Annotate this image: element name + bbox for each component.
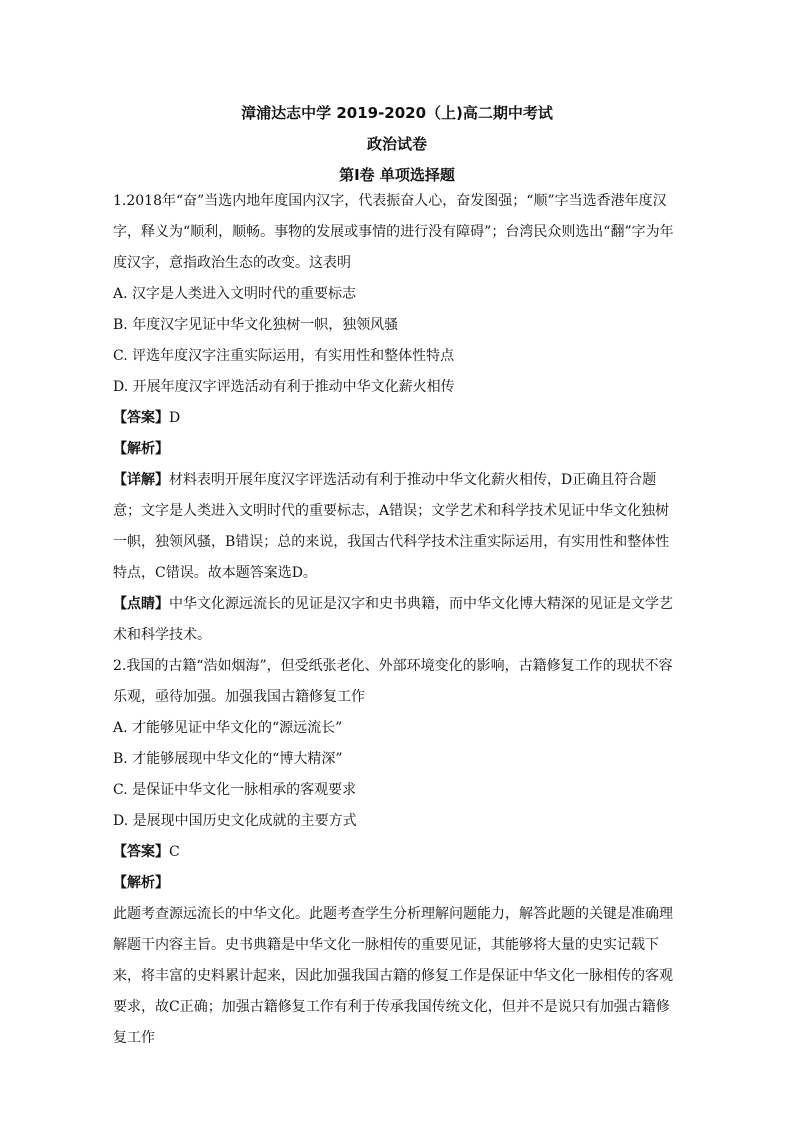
analysis-tag: 【解析】 [113, 875, 169, 891]
question-2-analysis: 此题考查源远流长的中华文化。此题考查学生分析理解问题能力，解答此题的关键是准确理解题干内容主旨。史书典籍是中华文化一脉相传的重要见证，其能够将大量的史实记载下来，将丰富的史料累计起来，因此加强我国古籍的修复工作是保证中华文化一脉相传的客观要求，故C正确；加强古籍修复工作有利于传承我国传统文化，但并不是说只有加强古籍修复工作 [113, 906, 673, 1046]
question-2-option-d: D. 是展现中国历史文化成就的主要方式 [113, 813, 357, 829]
question-1-answer [113, 403, 683, 434]
exam-title: 漳浦达志中学 2019-2020（上)高二期中考试 [241, 104, 553, 122]
question-2-option-a: A. 才能够见证中华文化的“源远流长” [113, 720, 343, 736]
answer-tag: 【答案】 [113, 410, 169, 426]
question-1-option-a: A. 汉字是人类进入文明时代的重要标志 [113, 286, 357, 302]
question-content [113, 186, 683, 1054]
tip-tag: 【点睛】 [113, 596, 169, 612]
question-2-option-c: C. 是保证中华文化一脉相承的客观要求 [113, 782, 357, 798]
question-2-option-b: B. 才能够展现中华文化的“博大精深” [113, 751, 343, 767]
detail-text: 材料表明开展年度汉字评选活动有利于推动中华文化薪火相传，D正确且符合题意；文字是人类进入文明时代的重要标志，A错误；文学艺术和科学技术见证中华文化独树一帜，独领风骚，B错误；总的来说，我国古代科学技术注重实际运用，有实用性和整体性特点，C错误。故本题答案选D。 [113, 472, 670, 581]
question-1-tip [113, 589, 683, 651]
question-2-answer [113, 837, 683, 868]
tip-text: 中华文化源远流长的见证是汉字和史书典籍，而中华文化博大精深的见证是文学艺术和科学技术。 [113, 596, 673, 643]
question-1-detail [113, 465, 683, 589]
answer-value: D [169, 410, 181, 426]
answer-tag: 【答案】 [113, 844, 169, 860]
subject-title: 政治试卷 [366, 135, 427, 153]
question-1-analysis-heading [113, 434, 683, 465]
section-title: 第Ⅰ卷 单项选择题 [339, 166, 455, 184]
question-2-analysis-heading [113, 868, 683, 899]
question-1-stem: 1.2018年“奋”当选内地年度国内汉字，代表振奋人心，奋发图强；“顺”字当选香港年度汉字，释义为“顺利，顺畅。事物的发展或事情的进行没有障碍”；台湾民众则选出“翻”字为年度汉字，意指政治生态的改变。这表明 [113, 193, 674, 271]
question-2-stem: 2.我国的古籍“浩如烟海”，但受纸张老化、外部环境变化的影响，古籍修复工作的现状不容乐观，亟待加强。加强我国古籍修复工作 [113, 658, 673, 705]
answer-value: C [169, 844, 180, 860]
question-1-option-b: B. 年度汉字见证中华文化独树一帜，独领风骚 [113, 317, 399, 333]
detail-tag: 【详解】 [113, 472, 169, 488]
question-1-option-d: D. 开展年度汉字评选活动有利于推动中华文化薪火相传 [113, 379, 455, 395]
analysis-tag: 【解析】 [113, 441, 169, 457]
question-1-option-c: C. 评选年度汉字注重实际运用，有实用性和整体性特点 [113, 348, 455, 364]
